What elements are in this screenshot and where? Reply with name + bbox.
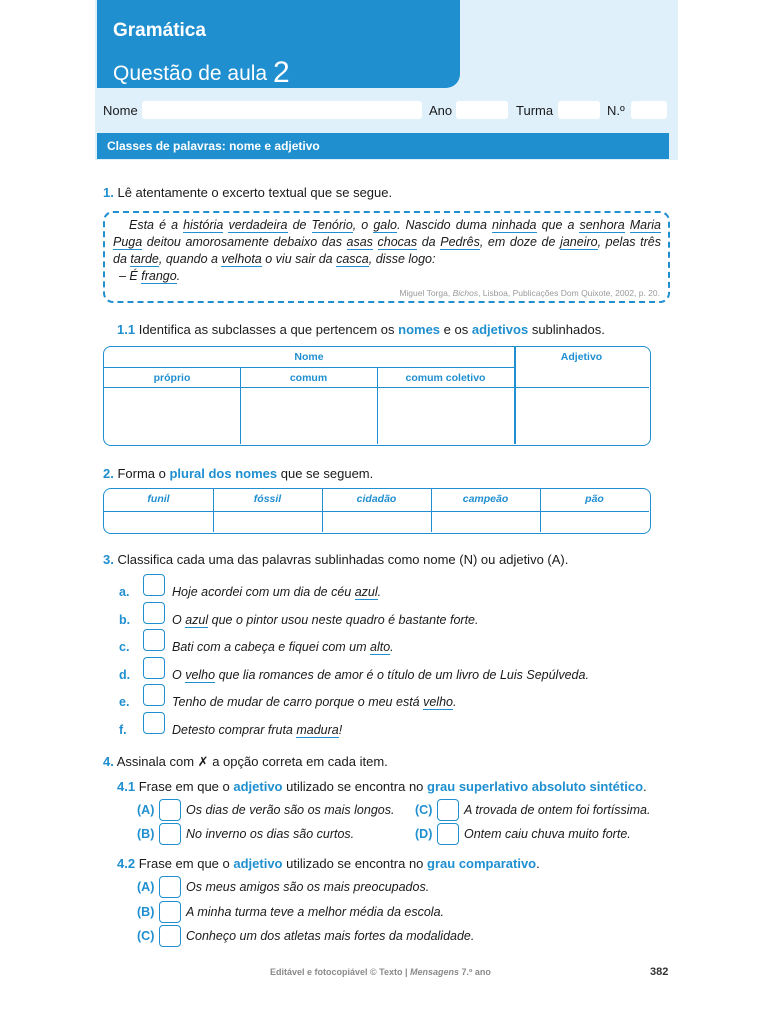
question-4-1 [117,779,647,794]
answer-box[interactable] [143,629,165,651]
q-highlight: adjetivo [233,779,283,794]
question-1-1 [117,322,605,337]
plural-word: cidadão [356,493,397,505]
sentence-fragment: ! [338,723,343,737]
sentence-fragment: que lia romances de amor é o título de um livro de Luis Sepúlveda. [215,667,589,682]
question-3 [103,552,568,567]
q-highlight: grau comparativo [427,856,537,871]
header-subtitle [113,54,290,88]
option-letter: (C) [137,929,155,943]
number-label: N.º [607,103,625,118]
class-field[interactable] [558,101,600,119]
question-4-2 [117,856,540,871]
underlined-word: madura [296,723,339,737]
underlined-word: galo [373,218,397,232]
header-box [97,0,460,88]
option-text: A trovada de ontem foi fortíssima. [464,803,651,817]
item-letter: a. [119,585,130,599]
q-text: e os [440,322,472,337]
answer-box[interactable] [143,657,165,679]
option-letter: (C) [415,803,433,817]
excerpt-fragment: . [176,269,181,283]
sentence-fragment: O [172,612,186,627]
item-letter: d. [119,667,131,682]
q-text: . [536,856,540,871]
excerpt-dialogue [113,268,661,285]
question-2 [103,466,373,481]
header-subtitle-text: Questão de aula [113,62,268,85]
table-header-nome: Nome [294,351,324,363]
question-number: 2. [103,466,114,481]
question-4 [103,754,388,770]
excerpt-fragment: . Nascido duma [396,218,493,232]
page-number: 382 [650,966,669,978]
plural-word: campeão [462,493,509,505]
topic-bar: Classes de palavras: nome e adjetivo [97,133,669,159]
question-number: 3. [103,552,114,567]
table-divider [431,489,432,532]
table-divider [104,367,514,368]
question-number: 4.1 [117,779,136,794]
answer-box[interactable] [143,712,165,734]
sentence-fragment: O [172,667,186,682]
item-sentence [172,613,478,627]
item-sentence [172,640,394,654]
sentence-fragment: Detesto comprar fruta [172,723,297,737]
q-text: a opção correta em cada item. [208,754,388,769]
question-1 [103,185,392,200]
excerpt-paragraph [113,217,661,268]
option-checkbox[interactable] [159,823,181,845]
excerpt-fragment: o viu sair da [261,252,337,266]
option-text: No inverno os dias são curtos. [186,827,355,841]
class-label: Turma [516,103,554,118]
underlined-word: chocas [377,235,418,249]
q-text: sublinhados. [528,322,605,337]
header-number: 2 [272,56,290,89]
excerpt-fragment: , em doze de [479,235,561,249]
footer-book: Mensagens [410,967,460,977]
q-text: Forma o [117,466,170,481]
excerpt-fragment: da [417,235,441,249]
table-divider [104,511,649,512]
table-divider [322,489,323,532]
excerpt-text [113,217,661,285]
option-checkbox[interactable] [437,799,459,821]
sentence-fragment: . [390,640,394,655]
underlined-word: Pedrês [440,235,480,249]
excerpt-fragment: , pelas três da [113,235,661,266]
sentence-fragment: Tenho de mudar de carro porque o meu está [172,695,424,710]
underlined-word: alto [370,640,391,655]
sentence-fragment: . [452,695,457,710]
option-letter: (B) [137,904,155,919]
excerpt-fragment: , quando a [158,252,222,266]
cross-mark-icon: ✗ [197,754,209,769]
item-letter: e. [119,695,130,710]
table-header-adjetivo: Adjetivo [560,351,603,363]
name-label: Nome [103,103,138,118]
item-letter: b. [119,612,131,627]
q-text: Identifica as subclasses a que pertencem os [138,322,399,337]
header-title: Gramática [113,20,206,41]
underlined-word: Tenório [311,218,353,232]
underlined-word: asas [346,235,373,249]
question-number: 4.2 [117,856,136,871]
underlined-word: Maria Puga [113,218,661,249]
plural-word: fóssil [253,493,282,505]
question-number: 1.1 [117,322,136,337]
option-letter: (A) [137,880,155,894]
sentence-fragment: Hoje acordei com um dia de céu [172,585,355,599]
q-text: Frase em que o [138,856,234,871]
number-field[interactable] [631,101,667,119]
footer-year: 7.º ano [459,967,491,977]
option-text: Os meus amigos são os mais preocupados. [186,880,430,894]
sentence-fragment: . [377,585,382,599]
footer [270,967,491,977]
table-divider [540,489,541,532]
table-header-proprio: próprio [153,372,191,384]
option-text: Os dias de verão são os mais longos. [186,803,395,817]
underlined-word: velho [423,695,453,710]
footer-text: Editável e fotocopiável © Texto | [270,967,411,977]
q-highlight: adjetivo [233,856,283,871]
option-letter: (D) [415,827,433,841]
question-text: Classifica cada uma das palavras sublinhadas como nome (N) ou adjetivo (A). [117,552,569,567]
excerpt-fragment [373,235,378,249]
q-text: Frase em que o [138,779,234,794]
underlined-word: azul [185,612,209,627]
underlined-word: casca [336,252,369,266]
option-checkbox[interactable] [159,901,181,923]
excerpt-box [103,211,670,303]
item-sentence [172,585,381,599]
name-field[interactable] [142,101,422,119]
excerpt-fragment: , disse logo: [368,252,436,266]
year-field[interactable] [456,101,508,119]
underlined-word: velhota [221,252,262,266]
table-header-coletivo: comum coletivo [405,372,486,384]
excerpt-fragment: que a [536,218,580,232]
q-text: que se seguem. [277,466,374,481]
excerpt-fragment: deitou amorosamente debaixo das [142,235,347,249]
item-sentence [172,723,342,737]
underlined-word: verdadeira [228,218,288,232]
option-letter: (B) [137,827,155,841]
table-header-comum: comum [289,372,328,384]
option-text: Ontem caiu chuva muito forte. [464,827,631,841]
option-text: Conheço um dos atletas mais fortes da modalidade. [186,929,475,943]
q-highlight: adjetivos [471,322,529,337]
underlined-word: ninhada [492,218,537,232]
sentence-fragment: Bati com a cabeça e fiquei com um [172,640,371,655]
option-letter: (A) [137,803,155,817]
excerpt-fragment: Esta é a [129,218,184,232]
year-label: Ano [429,103,453,118]
excerpt-fragment [625,218,630,232]
question-number: 1. [103,185,114,200]
plural-word: pão [585,493,604,505]
source-author: Miguel Torga, [399,288,453,298]
option-checkbox[interactable] [159,925,181,947]
q-highlight: plural dos nomes [169,466,278,481]
q-text: utilizado se encontra no [282,856,428,871]
source-book: Bichos [452,288,479,298]
excerpt-fragment: , o [352,218,374,232]
underlined-word: azul [354,585,378,599]
q-highlight: grau superlativo absoluto sintético [427,779,644,794]
sentence-fragment: que o pintor usou neste quadro é bastante forte. [208,612,479,627]
q-text: Assinala com [116,754,198,769]
classification-table [103,346,651,446]
option-checkbox[interactable] [159,799,181,821]
underlined-word: senhora [579,218,625,232]
q-text: . [643,779,647,794]
answer-box[interactable] [143,574,165,596]
option-checkbox[interactable] [159,876,181,898]
underlined-word: frango [141,269,177,283]
table-divider [213,489,214,532]
underlined-word: tarde [130,252,159,266]
source-rest: , Lisboa, Publicações Dom Quixote, 2002, p. 20. [478,288,660,298]
excerpt-source [399,288,660,298]
underlined-word: janeiro [560,235,598,249]
plural-word: funil [147,493,170,505]
underlined-word: velho [185,667,216,682]
item-sentence [172,695,456,709]
question-text: Lê atentamente o excerto textual que se segue. [117,185,393,200]
question-number: 4. [103,754,114,769]
item-letter: c. [119,640,130,655]
item-letter: f. [119,723,127,737]
answer-box[interactable] [143,684,165,706]
q-highlight: nomes [398,322,441,337]
item-sentence [172,668,589,682]
plural-table [103,488,651,534]
option-text: A minha turma teve a melhor média da escola. [186,904,444,919]
excerpt-fragment: – É [119,269,142,283]
option-checkbox[interactable] [437,823,459,845]
underlined-word: história [183,218,224,232]
answer-box[interactable] [143,602,165,624]
q-text: utilizado se encontra no [282,779,428,794]
excerpt-fragment: de [287,218,312,232]
